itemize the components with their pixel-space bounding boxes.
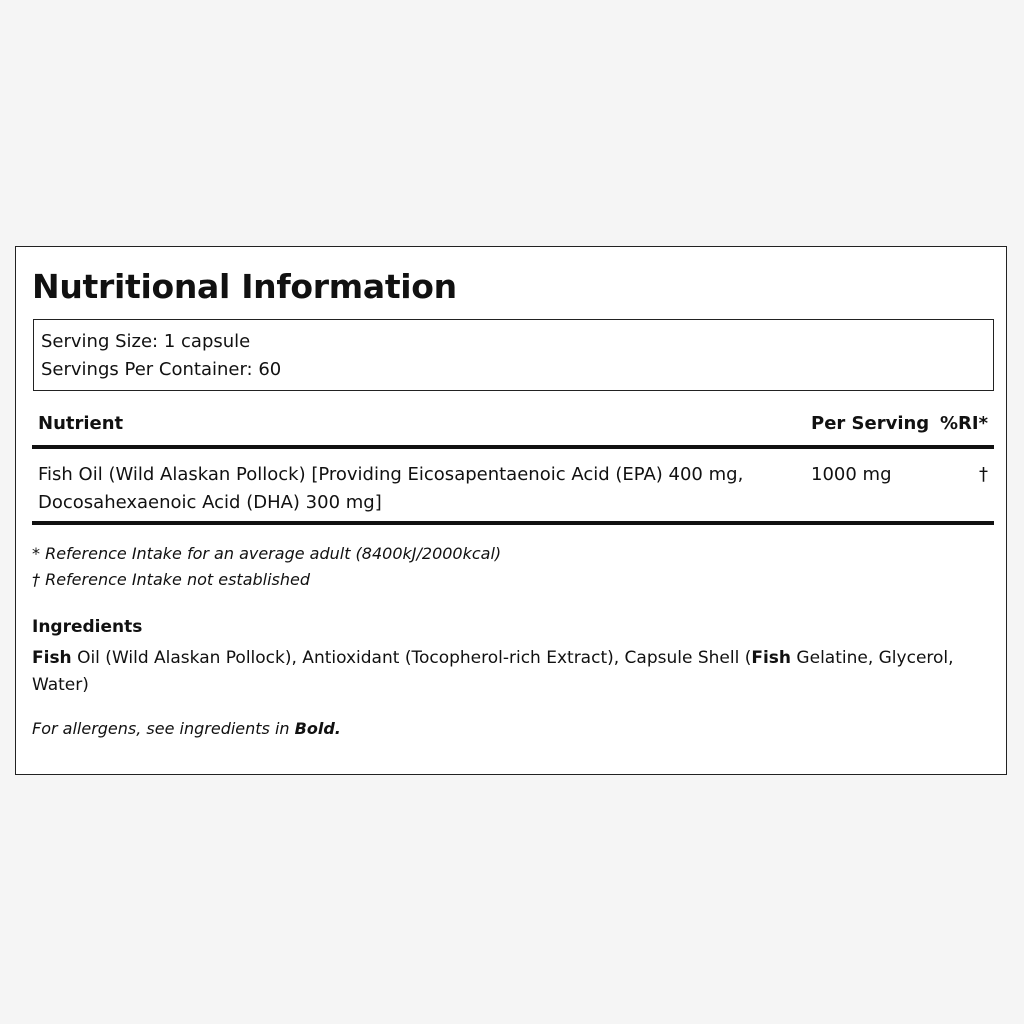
ingredients-text-segment: Gelatine, Glycerol, Water) (32, 648, 954, 695)
allergen-note (32, 716, 341, 742)
column-header-per-serving: Per Serving (811, 413, 930, 434)
column-header-ri: %RI* (939, 413, 988, 434)
allergen-highlight: Fish (751, 648, 792, 668)
footnote-not-established: † Reference Intake not established (32, 570, 311, 589)
allergen-highlight: Fish (32, 648, 72, 668)
serving-info-box (33, 319, 994, 391)
nutrient-table-header (32, 409, 994, 449)
label-title: Nutritional Information (32, 267, 457, 306)
ingredients-heading: Ingredients (32, 617, 143, 637)
footnote-reference-intake: * Reference Intake for an average adult (8400kJ/2000kcal) (32, 544, 502, 563)
table-row (32, 449, 994, 525)
per-serving-cell: 1000 mg (811, 464, 892, 485)
nutrition-label (15, 246, 1007, 775)
footnotes (32, 541, 501, 593)
ingredients-text-segment: Oil (Wild Alaskan Pollock), Antioxidant (Tocopherol-rich Extract), Capsule Shell ( (71, 648, 752, 668)
serving-size: Serving Size: 1 capsule (41, 331, 251, 352)
servings-per-container: Servings Per Container: 60 (41, 359, 282, 380)
allergen-note-text: For allergens, see ingredients in (32, 719, 295, 738)
ingredients-list (32, 645, 992, 699)
nutrient-cell: Fish Oil (Wild Alaskan Pollock) [Providing Eicosapentaenoic Acid (EPA) 400 mg, Docosahexaenoic Acid (DHA) 300 mg] (38, 464, 744, 513)
column-header-nutrient: Nutrient (38, 413, 124, 434)
ri-cell: † (979, 464, 988, 485)
allergen-note-emphasis: Bold. (294, 719, 341, 738)
